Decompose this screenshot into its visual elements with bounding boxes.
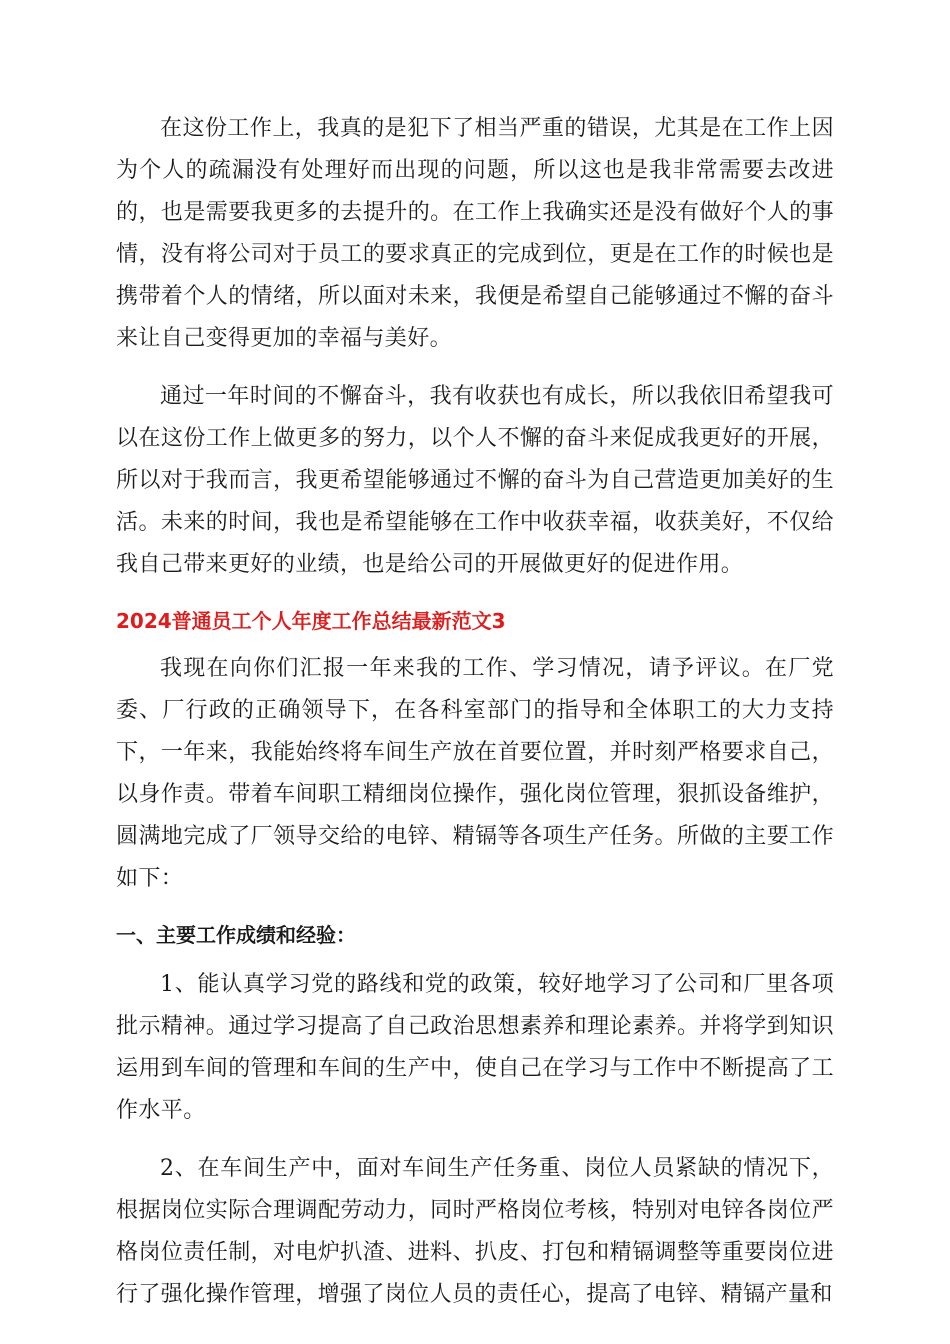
- list-item-production: 2、在车间生产中，面对车间生产任务重、岗位人员紧缺的情况下，根据岗位实际合理调配劳动力，同时严格岗位考核，特别对电锌各岗位严格岗位责任制，对电炉扒渣、进料、扒皮、打包和精镉调整等重要岗位进行了强化操作管理，增强了岗位人员的责任心，提高了电锌、精镉产量和: [116, 1156, 834, 1307]
- document-page: [116, 108, 834, 1332]
- section-title: 2024普通员工个人年度工作总结最新范文3: [116, 609, 506, 633]
- paragraph-year-growth: 通过一年时间的不懈奋斗，我有收获也有成长，所以我依旧希望我可以在这份工作上做更多的努力，以个人不懈的奋斗来促成我更好的开展，所以对于我而言，我更希望能够通过不懈的奋斗为自己营造更加美好的生活。未来的时间，我也是希望能够在工作中收获幸福，收获美好，不仅给我自己带来更好的业绩，也是给公司的开展做更好的促进作用。: [116, 384, 834, 577]
- list-item-study: 1、能认真学习党的路线和党的政策，较好地学习了公司和厂里各项批示精神。通过学习提高了自己政治思想素养和理论素养。并将学到知识运用到车间的管理和车间的生产中，使自己在学习与工作中不断提高了工作水平。: [116, 972, 834, 1123]
- subheading-main-achievements: 一、主要工作成绩和经验：: [116, 923, 356, 947]
- paragraph-intro-report: 我现在向你们汇报一年来我的工作、学习情况，请予评议。在厂党委、厂行政的正确领导下，在各科室部门的指导和全体职工的大力支持下，一年来，我能始终将车间生产放在首要位置，并时刻严格要求自己，以身作责。带着车间职工精细岗位操作，强化岗位管理，狠抓设备维护，圆满地完成了厂领导交给的电锌、精镉等各项生产任务。所做的主要工作如下：: [116, 656, 834, 891]
- paragraph-error-reflection: 在这份工作上，我真的是犯下了相当严重的错误，尤其是在工作上因为个人的疏漏没有处理好而出现的问题，所以这也是我非常需要去改进的，也是需要我更多的去提升的。在工作上我确实还是没有做好个人的事情，没有将公司对于员工的要求真正的完成到位，更是在工作的时候也是携带着个人的情绪，所以面对未来，我便是希望自己能够通过不懈的奋斗来让自己变得更加的幸福与美好。: [116, 116, 834, 351]
